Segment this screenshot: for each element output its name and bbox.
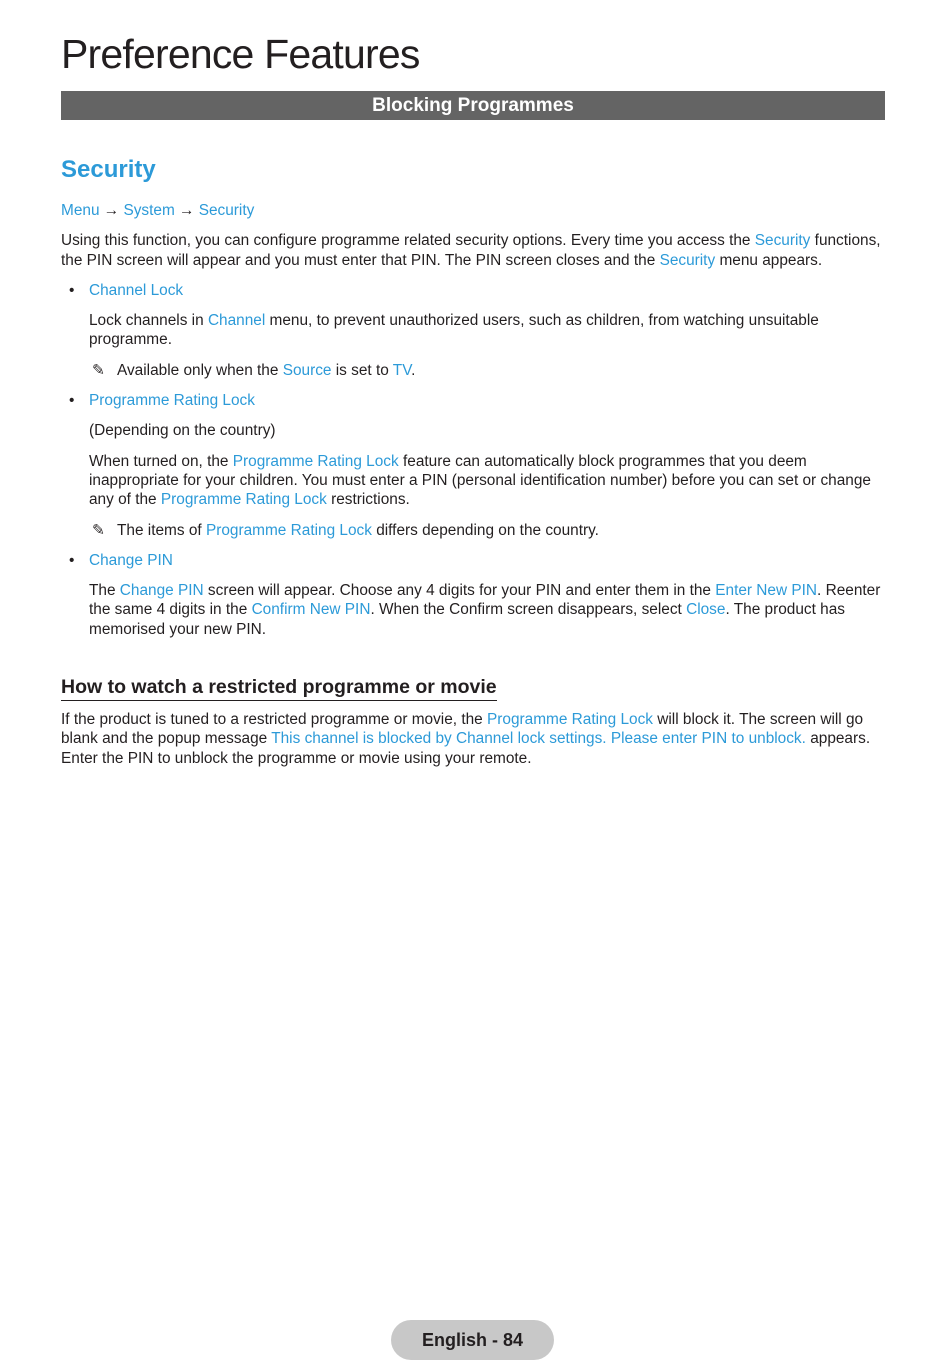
breadcrumb-security: Security xyxy=(198,202,255,219)
programme-rating-lock-country: (Depending on the country) xyxy=(89,422,276,440)
breadcrumb-system: System xyxy=(123,202,175,219)
pencil-note-icon: ✎ xyxy=(92,361,105,379)
desc-text: feature can automatically block programmes that you deem inappropriate for your children. You must enter a PIN (personal identification number) before you can set or change any of the xyxy=(89,452,871,509)
body-highlight-popup-message: This channel is blocked by Channel lock settings. Please enter PIN to unblock. xyxy=(271,730,806,748)
note-highlight-tv: TV xyxy=(392,361,412,379)
list-item-change-pin xyxy=(61,551,887,570)
note-text: Available only when the xyxy=(117,361,283,379)
body-text: If the product is tuned to a restricted programme or movie, the xyxy=(61,711,488,729)
desc-highlight-close: Close xyxy=(686,601,726,619)
bullet-icon: • xyxy=(69,551,75,569)
breadcrumb-arrow-icon: → xyxy=(179,202,195,219)
list-item-channel-lock xyxy=(61,281,887,300)
note-text: The items of xyxy=(117,521,206,539)
intro-text: Using this function, you can configure programme related security options. Every time you access the xyxy=(61,232,755,250)
security-intro xyxy=(61,231,887,270)
breadcrumb xyxy=(61,201,887,220)
change-pin-description xyxy=(61,581,887,639)
body-text: appears. Enter the PIN to unblock the programme or movie using your remote. xyxy=(61,730,871,767)
section-bar-blocking-programmes: Blocking Programmes xyxy=(61,91,885,120)
restricted-programme-body xyxy=(61,710,887,768)
bullet-icon: • xyxy=(69,392,75,410)
desc-highlight-enter-new-pin: Enter New PIN xyxy=(715,582,818,600)
note-highlight-programme-rating-lock: Programme Rating Lock xyxy=(205,521,372,539)
programme-rating-lock-note xyxy=(61,521,887,540)
restricted-programme-heading: How to watch a restricted programme or movie xyxy=(61,675,497,701)
desc-text: Lock channels in xyxy=(89,312,208,330)
channel-lock-description xyxy=(61,311,887,350)
programme-rating-lock-description xyxy=(61,452,887,510)
desc-text: . When the Confirm screen disappears, select xyxy=(370,601,687,619)
channel-lock-note xyxy=(61,361,887,380)
intro-highlight-security: Security xyxy=(659,251,716,269)
page-title: Preference Features xyxy=(61,31,420,77)
intro-highlight-security: Security xyxy=(754,232,811,250)
desc-highlight-change-pin: Change PIN xyxy=(119,582,204,600)
intro-text: menu appears. xyxy=(715,251,823,269)
note-text: differs depending on the country. xyxy=(371,521,599,539)
breadcrumb-menu: Menu xyxy=(61,202,100,219)
desc-highlight-channel: Channel xyxy=(207,312,266,330)
desc-text: restrictions. xyxy=(326,491,410,509)
desc-text: . The product has memorised your new PIN. xyxy=(89,601,845,638)
desc-text: When turned on, the xyxy=(89,452,233,470)
desc-highlight-programme-rating-lock: Programme Rating Lock xyxy=(232,452,399,470)
list-item-programme-rating-lock xyxy=(61,391,887,410)
note-highlight-source: Source xyxy=(282,361,332,379)
page-number-badge: English - 84 xyxy=(391,1320,554,1360)
change-pin-title: Change PIN xyxy=(89,551,173,569)
body-text: will block it. The screen will go blank and the popup message xyxy=(61,711,864,748)
desc-text: The xyxy=(89,582,120,600)
note-text: . xyxy=(411,361,416,379)
desc-text: . Reenter the same 4 digits in the xyxy=(89,582,881,619)
security-heading: Security xyxy=(61,156,156,183)
body-highlight-programme-rating-lock: Programme Rating Lock xyxy=(487,711,653,729)
main-content xyxy=(61,152,887,779)
bullet-icon: • xyxy=(69,281,75,299)
note-text: is set to xyxy=(331,361,393,379)
pencil-note-icon: ✎ xyxy=(92,521,105,539)
desc-text: menu, to prevent unauthorized users, such as children, from watching unsuitable programme. xyxy=(89,312,819,349)
channel-lock-title: Channel Lock xyxy=(89,281,184,299)
breadcrumb-arrow-icon: → xyxy=(103,202,120,219)
desc-highlight-programme-rating-lock: Programme Rating Lock xyxy=(160,491,327,509)
intro-text: functions, the PIN screen will appear and you must enter that PIN. The PIN screen closes and the xyxy=(61,232,881,269)
desc-highlight-confirm-new-pin: Confirm New PIN xyxy=(251,601,371,619)
desc-text: screen will appear. Choose any 4 digits for your PIN and enter them in the xyxy=(203,582,716,600)
programme-rating-lock-title: Programme Rating Lock xyxy=(89,392,255,410)
